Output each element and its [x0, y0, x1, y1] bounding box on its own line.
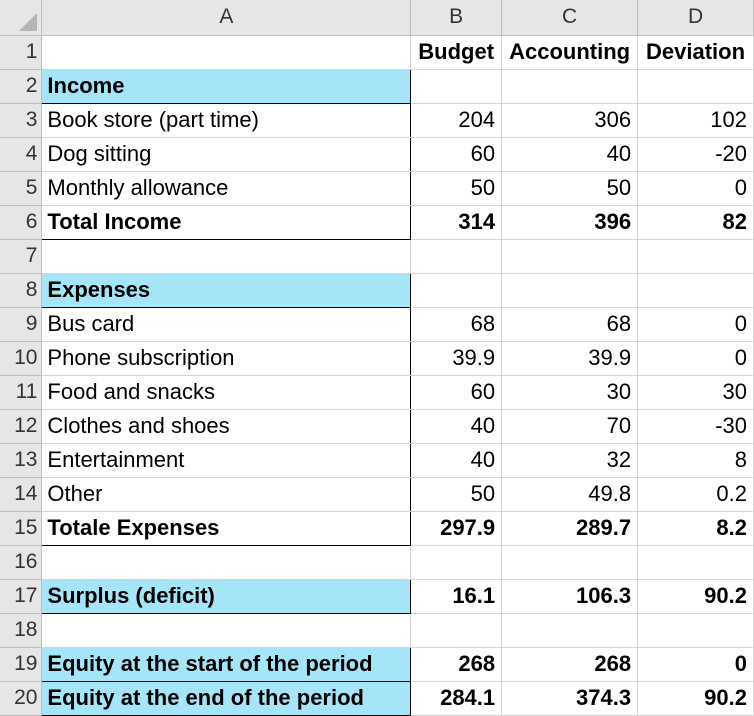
cell[interactable] [638, 545, 754, 579]
cell-equity-start-label[interactable]: Equity at the start of the period [42, 647, 411, 681]
cell-accounting[interactable]: 32 [502, 443, 638, 477]
cell[interactable] [42, 545, 411, 579]
table-row [0, 273, 754, 307]
cell-accounting[interactable]: 268 [502, 647, 638, 681]
cell-total-income-label[interactable]: Total Income [42, 205, 411, 239]
cell[interactable] [42, 613, 411, 647]
table-row [0, 613, 754, 647]
row-header[interactable]: 2 [0, 69, 42, 103]
cell-deviation[interactable]: 0.2 [638, 477, 754, 511]
cell-budget-header[interactable]: Budget [411, 35, 502, 69]
table-row [0, 69, 754, 103]
table-row [0, 375, 754, 409]
cell[interactable] [502, 273, 638, 307]
row-header[interactable]: 5 [0, 171, 42, 205]
table-row [0, 477, 754, 511]
row-header[interactable]: 11 [0, 375, 42, 409]
cell-budget[interactable]: 50 [411, 477, 502, 511]
cell-accounting[interactable]: 396 [502, 205, 638, 239]
cell[interactable] [502, 69, 638, 103]
row-header[interactable]: 12 [0, 409, 42, 443]
cell-label[interactable]: Phone subscription [42, 341, 411, 375]
row-header[interactable]: 14 [0, 477, 42, 511]
cell-accounting[interactable]: 374.3 [502, 681, 638, 715]
select-all-corner[interactable] [0, 0, 42, 35]
cell-budget[interactable]: 204 [411, 103, 502, 137]
cell-a1[interactable] [42, 35, 411, 69]
cell-budget[interactable]: 60 [411, 137, 502, 171]
cell-budget[interactable]: 314 [411, 205, 502, 239]
cell-surplus-label[interactable]: Surplus (deficit) [42, 579, 411, 613]
cell-deviation-header[interactable]: Deviation [638, 35, 754, 69]
column-header-d[interactable]: D [638, 0, 754, 35]
cell[interactable] [502, 545, 638, 579]
cell-total-expenses-label[interactable]: Totale Expenses [42, 511, 411, 545]
cell-label[interactable]: Entertainment [42, 443, 411, 477]
cell-accounting[interactable]: 68 [502, 307, 638, 341]
cell-deviation[interactable]: 30 [638, 375, 754, 409]
table-row [0, 579, 754, 613]
cell[interactable] [638, 613, 754, 647]
cell-label[interactable]: Other [42, 477, 411, 511]
cell-deviation[interactable]: 0 [638, 647, 754, 681]
cell-deviation[interactable]: 102 [638, 103, 754, 137]
cell-budget[interactable]: 16.1 [411, 579, 502, 613]
cell-label[interactable]: Clothes and shoes [42, 409, 411, 443]
table-row [0, 103, 754, 137]
cell-deviation[interactable]: -30 [638, 409, 754, 443]
cell-deviation[interactable]: 90.2 [638, 579, 754, 613]
cell-budget[interactable]: 284.1 [411, 681, 502, 715]
row-header[interactable]: 8 [0, 273, 42, 307]
table-row [0, 35, 754, 69]
cell-label[interactable]: Food and snacks [42, 375, 411, 409]
cell[interactable] [638, 239, 754, 273]
table-row [0, 647, 754, 681]
cell[interactable] [411, 239, 502, 273]
cell-budget[interactable]: 68 [411, 307, 502, 341]
cell-deviation[interactable]: 82 [638, 205, 754, 239]
cell-accounting[interactable]: 40 [502, 137, 638, 171]
row-header[interactable]: 17 [0, 579, 42, 613]
cell-budget[interactable]: 297.9 [411, 511, 502, 545]
cell-accounting[interactable]: 106.3 [502, 579, 638, 613]
cell-accounting[interactable]: 49.8 [502, 477, 638, 511]
cell[interactable] [411, 69, 502, 103]
cell[interactable] [502, 613, 638, 647]
column-header-a[interactable]: A [42, 0, 411, 35]
cell-label[interactable]: Dog sitting [42, 137, 411, 171]
cell-label[interactable]: Bus card [42, 307, 411, 341]
row-header[interactable]: 3 [0, 103, 42, 137]
cell[interactable] [502, 239, 638, 273]
column-header-row [0, 0, 754, 35]
table-row [0, 681, 754, 715]
row-header[interactable]: 16 [0, 545, 42, 579]
table-row [0, 239, 754, 273]
row-header[interactable]: 20 [0, 681, 42, 715]
row-header[interactable]: 18 [0, 613, 42, 647]
cell[interactable] [411, 545, 502, 579]
cell-deviation[interactable]: -20 [638, 137, 754, 171]
cell-deviation[interactable]: 0 [638, 171, 754, 205]
row-header[interactable]: 15 [0, 511, 42, 545]
cell-expenses-label[interactable]: Expenses [42, 273, 411, 307]
select-all-triangle-icon [19, 13, 37, 31]
table-row [0, 511, 754, 545]
cell-budget[interactable]: 50 [411, 171, 502, 205]
row-header[interactable]: 1 [0, 35, 42, 69]
cell-budget[interactable]: 39.9 [411, 341, 502, 375]
row-header[interactable]: 9 [0, 307, 42, 341]
table-row [0, 171, 754, 205]
cell-deviation[interactable]: 0 [638, 341, 754, 375]
table-row [0, 205, 754, 239]
cell-accounting-header[interactable]: Accounting [502, 35, 638, 69]
cell-accounting[interactable]: 50 [502, 171, 638, 205]
cell-deviation[interactable]: 0 [638, 307, 754, 341]
row-header[interactable]: 13 [0, 443, 42, 477]
cell[interactable] [411, 273, 502, 307]
row-header[interactable]: 19 [0, 647, 42, 681]
row-header[interactable]: 6 [0, 205, 42, 239]
table-row [0, 409, 754, 443]
table-row [0, 545, 754, 579]
cell[interactable] [411, 613, 502, 647]
row-header[interactable]: 10 [0, 341, 42, 375]
cell-accounting[interactable]: 70 [502, 409, 638, 443]
cell-accounting[interactable]: 39.9 [502, 341, 638, 375]
cell-deviation[interactable]: 90.2 [638, 681, 754, 715]
cell-accounting[interactable]: 30 [502, 375, 638, 409]
row-header[interactable]: 7 [0, 239, 42, 273]
cell-equity-end-label[interactable]: Equity at the end of the period [42, 681, 411, 715]
cell-accounting[interactable]: 306 [502, 103, 638, 137]
table-row [0, 443, 754, 477]
cell[interactable] [638, 69, 754, 103]
cell[interactable] [42, 239, 411, 273]
cell[interactable] [638, 273, 754, 307]
cell-budget[interactable]: 40 [411, 443, 502, 477]
cell-deviation[interactable]: 8.2 [638, 511, 754, 545]
cell-budget[interactable]: 268 [411, 647, 502, 681]
row-header[interactable]: 4 [0, 137, 42, 171]
cell-income-label[interactable]: Income [42, 69, 411, 103]
table-row [0, 341, 754, 375]
column-header-b[interactable]: B [411, 0, 502, 35]
cell-accounting[interactable]: 289.7 [502, 511, 638, 545]
cell-budget[interactable]: 40 [411, 409, 502, 443]
cell-label[interactable]: Book store (part time) [42, 103, 411, 137]
cell-label[interactable]: Monthly allowance [42, 171, 411, 205]
cell-deviation[interactable]: 8 [638, 443, 754, 477]
column-header-c[interactable]: C [502, 0, 638, 35]
table-row [0, 307, 754, 341]
cell-budget[interactable]: 60 [411, 375, 502, 409]
table-row [0, 137, 754, 171]
